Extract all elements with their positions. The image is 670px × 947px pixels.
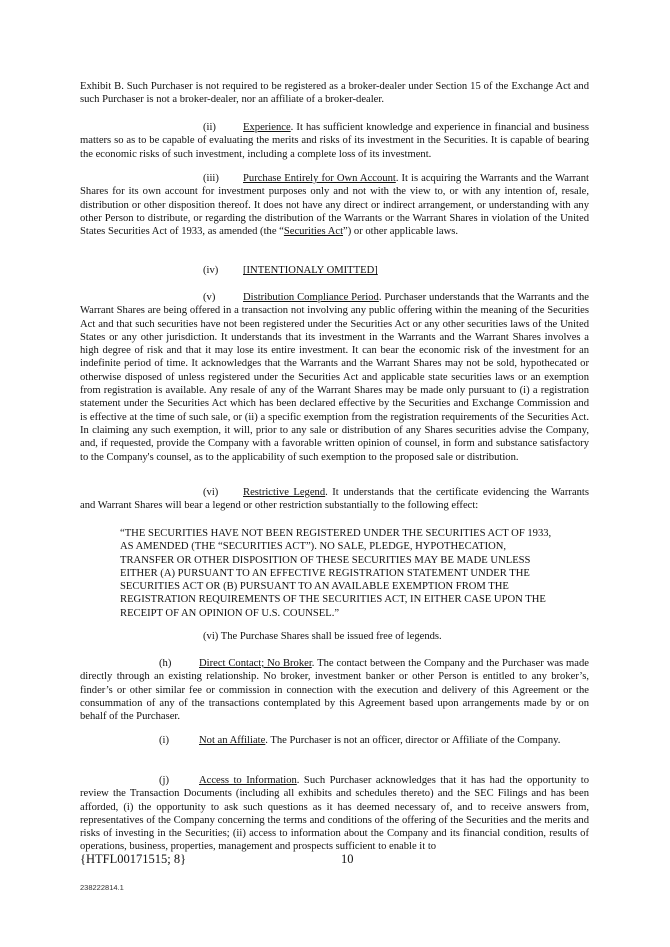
clause-heading: Restrictive Legend xyxy=(243,487,326,498)
page-number: 10 xyxy=(341,852,354,866)
legend-line: AS AMENDED (THE “SECURITIES ACT”). NO SALE, PLEDGE, HYPOTHECATION, xyxy=(120,541,507,553)
legend-line: “THE SECURITIES HAVE NOT BEEN REGISTERED UNDER THE SECURITIES ACT OF 1933, xyxy=(120,528,552,539)
clause-number: (j) xyxy=(159,775,169,786)
clause-heading: Purchase Entirely for Own Account xyxy=(243,173,396,184)
clause-number: (vi) xyxy=(203,487,219,498)
legend-line: TRANSFER OR OTHER DISPOSITION OF THESE SECURITIES MAY BE MADE UNLESS xyxy=(120,554,531,566)
paragraph-i-affiliate xyxy=(80,734,589,747)
paragraph-h-no-broker xyxy=(80,657,589,723)
legend-line: RECEIPT OF AN OPINION OF U.S. COUNSEL.” xyxy=(120,607,340,619)
clause-heading: [INTENTIONALY OMITTED] xyxy=(243,265,378,276)
clause-text: . It understands that the certificate evidencing the Warrants and Warrant Shares will bear a legend or other restriction substantially to the following effect: xyxy=(80,487,590,512)
paragraph-iv-omitted xyxy=(80,264,589,277)
legend-line: REGISTRATION REQUIREMENTS OF THE SECURITIES ACT, IN EITHER CASE UPON THE xyxy=(120,594,546,606)
legend-line: EITHER (A) PURSUANT TO AN EFFECTIVE REGISTRATION STATEMENT UNDER THE xyxy=(120,567,530,579)
paragraph-vi-note: (vi) The Purchase Shares shall be issued free of legends. xyxy=(203,631,442,642)
clause-heading: Experience xyxy=(243,122,291,133)
clause-text: . Such Purchaser acknowledges that it has had the opportunity to review the Transaction Documents (including all exhibits and schedules thereto) and the SEC Filings and has been afforded, (i) the opportunity to ask such questions as it has deemed necessary of, and to receive answers from, representatives of the Company concerning the terms and conditions of the offering of the Securities and the merits and risks of investing in the Securities; (ii) access to information about the Company and its financial condition, results of operations, business, properties, management and prospects sufficient to enable it to xyxy=(80,775,589,853)
defined-term: Securities Act xyxy=(283,226,344,238)
clause-number: (iv) xyxy=(203,265,219,276)
paragraph-v-distribution xyxy=(80,291,589,464)
clause-number: (iii) xyxy=(203,173,219,184)
clause-text: . It is acquiring the Warrants and the Warrant Shares for its own account for investment purposes only and not with the view to, or with any intention of, resale, distribution or other disposition thereof. It does not have any direct or indirect arrangement, or understanding with any other Person to distribute, or regarding the distribution of the Warrants or the Warrant Shares in violation of the United States Securities Act of 1933, as amended (the “ xyxy=(80,173,589,238)
clause-number: (ii) xyxy=(203,122,216,133)
legend-block xyxy=(120,527,585,620)
paragraph-j-access xyxy=(80,774,589,854)
paragraph-intro: Exhibit B. Such Purchaser is not required to be registered as a broker-dealer under Section 15 of the Exchange Act and such Purchaser is not a broker-dealer, nor an affiliate of a broker-dealer. xyxy=(80,81,589,106)
legend-line: SECURITIES ACT OR (B) PURSUANT TO AN AVAILABLE EXEMPTION FROM THE xyxy=(120,581,509,593)
clause-number: (i) xyxy=(159,735,169,746)
clause-text: . Purchaser understands that the Warrants and the Warrant Shares are being offered in a transaction not involving any public offering within the meaning of the Securities Act and that such securities have not been registered under the Securities Act or any other securities laws of the United States or any other jurisdiction. It understands that its investment in the Warrants and the Warrant Shares involves a high degree of risk and that it may lose its entire investment. It can bear the economic risk of the investment for an indefinite period of time. It acknowledges that the Warrants and the Warrant Shares may not be sold, hypothecated or otherwise disposed of unless registered under the Securities Act and applicable state securities laws or an exemption from registration is available. Any resale of any of the Warrant Shares may be made only pursuant to (i) a registration statement under the Securities Act which has been declared effective by the Securities and Exchange Commission and is effective at the time of such sale, or (ii) a specific exemption from the registration requirements of the Securities Act. In claiming any such exemption, it will, prior to any sale or distribution of any Shares securities advise the Company, and, if requested, provide the Company with a favorable written opinion of counsel, in form and substance satisfactory to the Company's counsel, as to the applicability of such exemption to the proposed sale or distribution. xyxy=(80,292,589,463)
clause-text: . It has sufficient knowledge and experience in financial and business matters so as to be capable of evaluating the merits and risks of its investment in the Securities. It is capable of bearing the economic risks of such investment, including a complete loss of its investment. xyxy=(80,122,589,160)
paragraph-vi-legend xyxy=(80,486,589,513)
paragraph-ii-experience xyxy=(80,121,589,161)
document-number: 238222814.1 xyxy=(80,883,124,892)
clause-heading: Distribution Compliance Period xyxy=(243,292,379,303)
clause-text: . The Purchaser is not an officer, director or Affiliate of the Company. xyxy=(265,735,561,746)
clause-heading: Access to Information xyxy=(199,775,297,786)
clause-heading: Direct Contact; No Broker xyxy=(199,658,312,669)
clause-text: . The contact between the Company and the Purchaser was made directly through an existing relationship. No broker, investment banker or other Person is entitled to any broker’s, finder’s or other similar fee or commission in connection with the execution and delivery of this Agreement or the consummation of any of the transactions contemplated by this Agreement based upon arrangements made by or on behalf of the Purchaser. xyxy=(80,658,589,723)
clause-heading: Not an Affiliate xyxy=(199,735,266,746)
clause-text: ”) or other applicable laws. xyxy=(343,226,459,238)
footer-document-id: {HTFL00171515; 8} xyxy=(80,852,187,866)
clause-number: (h) xyxy=(159,658,172,669)
clause-number: (v) xyxy=(203,292,216,303)
paragraph-iii-own-account xyxy=(80,172,589,238)
